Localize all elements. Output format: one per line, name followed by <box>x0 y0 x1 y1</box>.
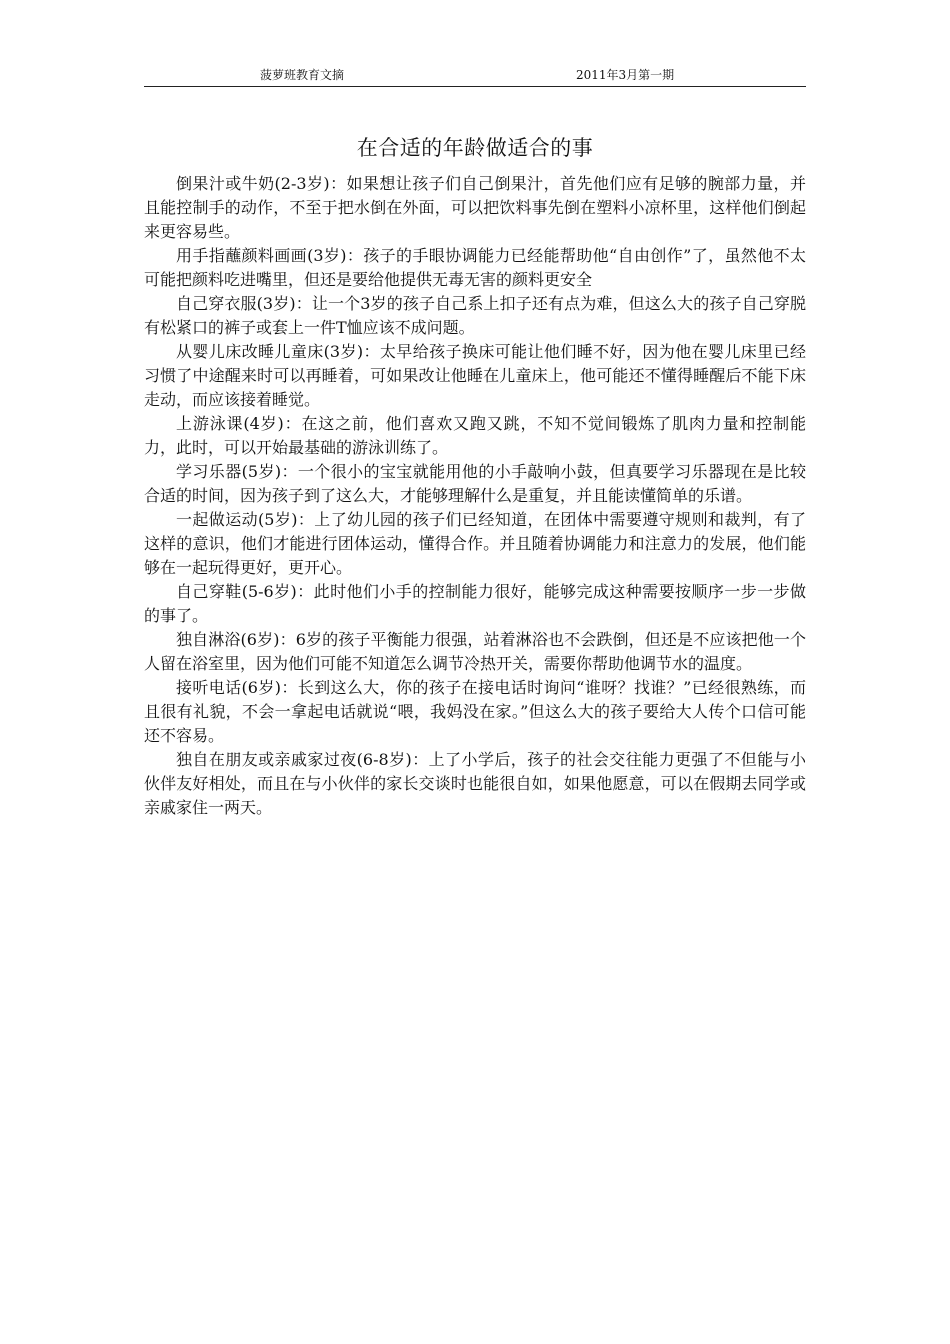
page-header <box>144 66 806 87</box>
paragraph: 用手指蘸颜料画画(3岁)：孩子的手眼协调能力已经能帮助他“自由创作”了，虽然他不太可能把颜料吃进嘴里，但还是要给他提供无毒无害的颜料更安全 <box>144 246 806 289</box>
paragraph: 自己穿鞋(5-6岁)：此时他们小手的控制能力很好，能够完成这种需要按顺序一步一步做的事了。 <box>144 582 806 625</box>
paragraph: 独自在朋友或亲戚家过夜(6-8岁)：上了小学后，孩子的社会交往能力更强了不但能与小伙伴友好相处，而且在与小伙伴的家长交谈时也能很自如，如果他愿意，可以在假期去同学或亲戚家住一两天。 <box>144 750 806 817</box>
header-publication-name: 菠萝班教育文摘 <box>260 68 345 82</box>
paragraph: 接听电话(6岁)：长到这么大，你的孩子在接电话时询问“谁呀？找谁？”已经很熟练，而且很有礼貌，不会一拿起电话就说“喂，我妈没在家。”但这么大的孩子要给大人传个口信可能还不容易。 <box>144 678 806 745</box>
paragraph: 一起做运动(5岁)：上了幼儿园的孩子们已经知道，在团体中需要遵守规则和裁判，有了这样的意识，他们才能进行团体运动，懂得合作。并且随着协调能力和注意力的发展，他们能够在一起玩得更好，更开心。 <box>144 510 806 577</box>
paragraph: 上游泳课(4岁)：在这之前，他们喜欢又跑又跳，不知不觉间锻炼了肌肉力量和控制能力，此时，可以开始最基础的游泳训练了。 <box>144 414 806 457</box>
article-body <box>144 172 806 820</box>
article-title: 在合适的年龄做适合的事 <box>356 136 594 160</box>
paragraph: 独自淋浴(6岁)：6岁的孩子平衡能力很强，站着淋浴也不会跌倒，但还是不应该把他一个人留在浴室里，因为他们可能不知道怎么调节冷热开关，需要你帮助他调节水的温度。 <box>144 630 806 673</box>
header-issue-date: 2011年3月第一期 <box>576 68 675 82</box>
paragraph: 从婴儿床改睡儿童床(3岁)：太早给孩子换床可能让他们睡不好，因为他在婴儿床里已经习惯了中途醒来时可以再睡着，可如果改让他睡在儿童床上，他可能还不懂得睡醒后不能下床走动，而应该接着睡觉。 <box>144 342 806 409</box>
paragraph: 自己穿衣服(3岁)：让一个3岁的孩子自己系上扣子还有点为难，但这么大的孩子自己穿脱有松紧口的裤子或套上一件T恤应该不成问题。 <box>144 294 806 337</box>
paragraph: 学习乐器(5岁)：一个很小的宝宝就能用他的小手敲响小鼓，但真要学习乐器现在是比较合适的时间，因为孩子到了这么大，才能够理解什么是重复，并且能读懂简单的乐谱。 <box>144 462 806 505</box>
paragraph: 倒果汁或牛奶(2-3岁)：如果想让孩子们自己倒果汁，首先他们应有足够的腕部力量，并且能控制手的动作，不至于把水倒在外面，可以把饮料事先倒在塑料小凉杯里，这样他们倒起来更容易些。 <box>144 174 806 241</box>
